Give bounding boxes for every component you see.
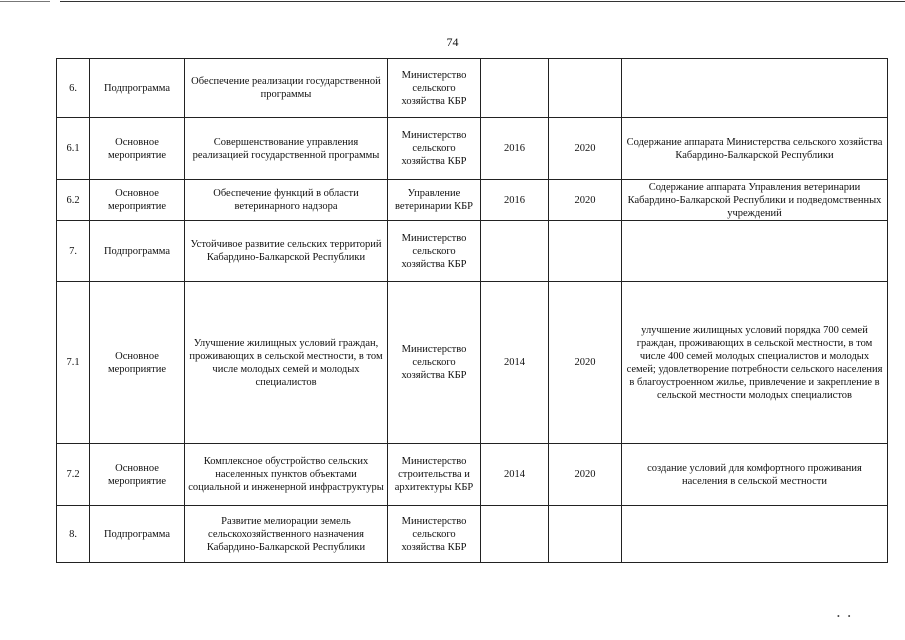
table-row xyxy=(57,118,888,180)
table-row xyxy=(57,59,888,118)
program-table xyxy=(56,58,888,563)
cell-number: 6.1 xyxy=(57,118,90,180)
scan-mark: • • xyxy=(837,612,851,621)
cell-name: Совершенствование управления реализацией государственной программы xyxy=(185,118,388,180)
page-number: 74 xyxy=(446,35,459,49)
cell-responsible: Министерство сельского хозяйства КБР xyxy=(388,59,481,118)
cell-type: Подпрограмма xyxy=(90,221,185,282)
cell-name: Улучшение жилищных условий граждан, проживающих в сельской местности, в том числе молодых семей и молодых специалистов xyxy=(185,282,388,444)
cell-end-year xyxy=(549,59,622,118)
cell-result xyxy=(622,59,888,118)
cell-name: Обеспечение функций в области ветеринарного надзора xyxy=(185,180,388,221)
cell-responsible: Министерство строительства и архитектуры КБР xyxy=(388,444,481,506)
cell-type: Основное мероприятие xyxy=(90,118,185,180)
table-row xyxy=(57,506,888,563)
cell-result: Содержание аппарата Управления ветеринарии Кабардино-Балкарской Республики и подведомственных учреждений xyxy=(622,180,888,221)
table-row xyxy=(57,282,888,444)
cell-start-year: 2014 xyxy=(481,444,549,506)
cell-start-year xyxy=(481,59,549,118)
cell-number: 8. xyxy=(57,506,90,563)
cell-end-year: 2020 xyxy=(549,180,622,221)
table-row xyxy=(57,180,888,221)
top-rule-left xyxy=(0,1,50,2)
cell-start-year: 2016 xyxy=(481,180,549,221)
cell-end-year: 2020 xyxy=(549,444,622,506)
cell-number: 6. xyxy=(57,59,90,118)
cell-number: 7.1 xyxy=(57,282,90,444)
cell-result: создание условий для комфортного проживания населения в сельской местности xyxy=(622,444,888,506)
cell-responsible: Управление ветеринарии КБР xyxy=(388,180,481,221)
cell-start-year xyxy=(481,506,549,563)
cell-responsible: Министерство сельского хозяйства КБР xyxy=(388,221,481,282)
cell-type: Основное мероприятие xyxy=(90,180,185,221)
cell-type: Основное мероприятие xyxy=(90,282,185,444)
cell-start-year: 2016 xyxy=(481,118,549,180)
cell-type: Подпрограмма xyxy=(90,59,185,118)
cell-type: Подпрограмма xyxy=(90,506,185,563)
cell-end-year xyxy=(549,506,622,563)
cell-responsible: Министерство сельского хозяйства КБР xyxy=(388,506,481,563)
cell-result: Содержание аппарата Министерства сельского хозяйства Кабардино-Балкарской Республики xyxy=(622,118,888,180)
cell-number: 7.2 xyxy=(57,444,90,506)
cell-number: 7. xyxy=(57,221,90,282)
top-rule xyxy=(60,1,905,2)
cell-name: Развитие мелиорации земель сельскохозяйственного назначения Кабардино-Балкарской Республики xyxy=(185,506,388,563)
cell-result xyxy=(622,221,888,282)
cell-name: Комплексное обустройство сельских населенных пунктов объектами социальной и инженерной инфраструктуры xyxy=(185,444,388,506)
cell-name: Обеспечение реализации государственной программы xyxy=(185,59,388,118)
cell-number: 6.2 xyxy=(57,180,90,221)
cell-end-year: 2020 xyxy=(549,282,622,444)
cell-start-year xyxy=(481,221,549,282)
cell-end-year xyxy=(549,221,622,282)
cell-result xyxy=(622,506,888,563)
cell-start-year: 2014 xyxy=(481,282,549,444)
cell-result: улучшение жилищных условий порядка 700 семей граждан, проживающих в сельской местности, в том числе 400 семей молодых специалистов и молодых семей; удовлетворение потребности сельского населения в благоустроенном жилье, привлечение и закрепление в сельской местности молодых специалистов xyxy=(622,282,888,444)
table-row xyxy=(57,221,888,282)
cell-name: Устойчивое развитие сельских территорий Кабардино-Балкарской Республики xyxy=(185,221,388,282)
cell-responsible: Министерство сельского хозяйства КБР xyxy=(388,282,481,444)
cell-responsible: Министерство сельского хозяйства КБР xyxy=(388,118,481,180)
cell-type: Основное мероприятие xyxy=(90,444,185,506)
cell-end-year: 2020 xyxy=(549,118,622,180)
table-row xyxy=(57,444,888,506)
